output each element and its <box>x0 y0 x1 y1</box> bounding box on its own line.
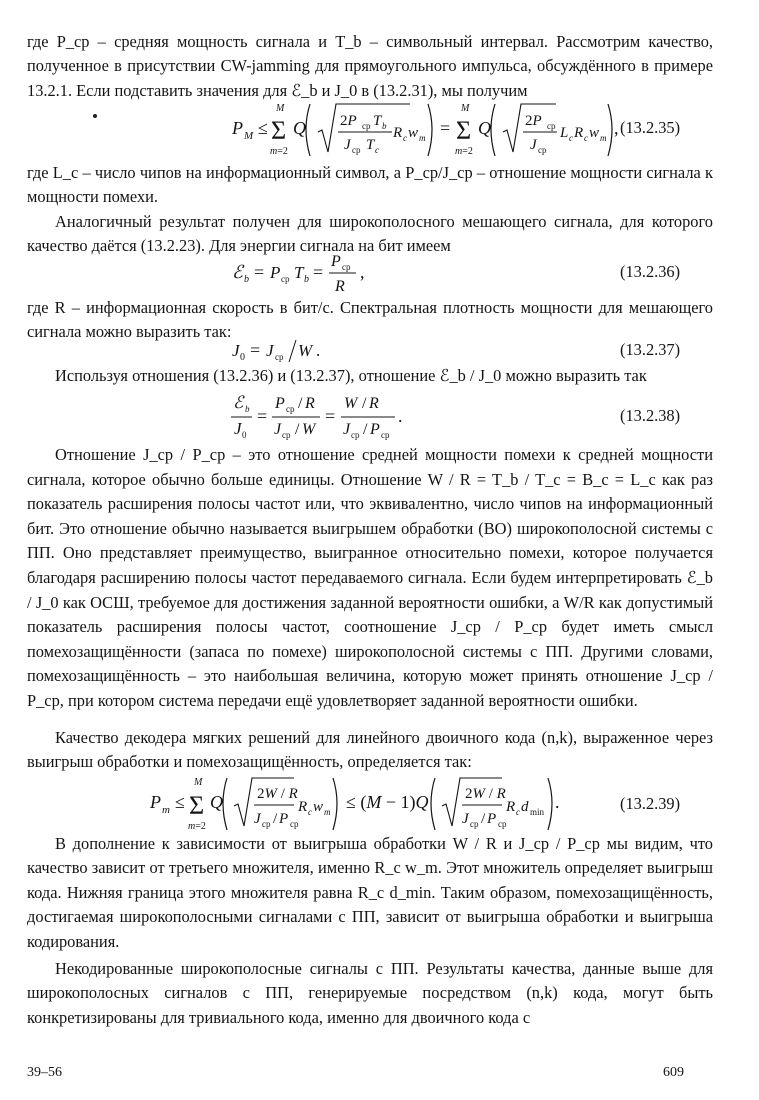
svg-text:.: . <box>555 792 560 812</box>
svg-text:c: c <box>403 133 407 143</box>
equation-13-2-36 <box>0 246 759 298</box>
svg-text:0: 0 <box>242 430 247 440</box>
paragraph-9 <box>27 957 713 1030</box>
svg-text:W: W <box>344 395 358 412</box>
svg-text:ср: ср <box>282 430 291 440</box>
svg-text:P: P <box>370 421 380 438</box>
svg-text:ср: ср <box>352 145 361 155</box>
svg-text:=: = <box>313 262 324 282</box>
svg-text:J: J <box>232 341 240 360</box>
equation-13-2-39 <box>0 770 759 836</box>
svg-text:m=2: m=2 <box>270 146 288 157</box>
svg-text:d: d <box>521 799 529 815</box>
svg-text:c: c <box>569 133 573 143</box>
svg-text:,: , <box>614 118 619 138</box>
svg-text:ср: ср <box>547 121 556 131</box>
page-number: 609 <box>663 1065 684 1080</box>
svg-text:ср: ср <box>290 819 299 829</box>
svg-text:.: . <box>316 341 321 360</box>
svg-text:=: = <box>257 406 268 426</box>
svg-text:J: J <box>344 137 351 153</box>
equation-13-2-35 <box>0 94 759 162</box>
svg-text:R: R <box>393 125 403 141</box>
svg-text:ср: ср <box>351 430 360 440</box>
svg-text:P: P <box>232 118 243 138</box>
svg-text:.: . <box>398 406 403 426</box>
svg-text:w: w <box>313 799 324 815</box>
svg-text:W: W <box>302 421 316 438</box>
svg-text:M: M <box>276 103 285 114</box>
paragraph-9-text: Некодированные широкополосные сигналы с ПП. Результаты качества, данные выше для широкополосных сигналов с ПП, генерируемые посредством (n,k) кода, могут быть конкретизированы для тривиального кода, именно для двоичного кода с <box>27 959 713 1027</box>
svg-text:≤: ≤ <box>175 792 185 812</box>
svg-text:/: / <box>362 395 367 412</box>
svg-text:0: 0 <box>240 352 245 363</box>
svg-text:ср: ср <box>381 430 390 440</box>
svg-text:ср: ср <box>538 145 547 155</box>
svg-text:b: b <box>244 274 249 285</box>
svg-text:ср: ср <box>362 121 371 131</box>
paragraph-4-text: где R – информационная скорость в бит/с. Спектральная плотность мощности для мешающего сигнала можно выразить так: <box>27 298 713 342</box>
svg-text:Q: Q <box>210 792 223 812</box>
paragraph-2-text: где L_c – число чипов на информационный символ, а P_ср/J_ср – отношение мощности сигнала к мощности помехи. <box>27 163 713 207</box>
svg-text:=: = <box>440 118 451 138</box>
paragraph-7-text: Качество декодера мягких решений для линейного двоичного кода (n,k), выраженное через выигрыш обработки и помехозащищённость, определяется так: <box>27 728 713 772</box>
svg-text:J: J <box>274 421 282 438</box>
svg-text:ℰ: ℰ <box>233 393 244 412</box>
svg-text:=: = <box>254 262 265 282</box>
svg-text:T: T <box>373 113 382 129</box>
equation-13-2-37 <box>0 338 759 366</box>
svg-text:P: P <box>150 792 161 812</box>
svg-text:,: , <box>360 262 365 282</box>
svg-text:R: R <box>335 278 345 295</box>
equation-number-36: (13.2.36) <box>620 262 681 281</box>
svg-text:M: M <box>461 103 470 114</box>
svg-text:J: J <box>462 811 469 827</box>
svg-text:R: R <box>574 125 584 141</box>
svg-text:≤: ≤ <box>258 118 268 138</box>
svg-text:J: J <box>234 419 242 438</box>
svg-text:Q: Q <box>478 118 491 138</box>
svg-text:R: R <box>369 395 379 412</box>
paragraph-6 <box>27 443 713 714</box>
paragraph-8 <box>27 832 713 954</box>
svg-text:w: w <box>589 125 600 141</box>
paragraph-5-text: Используя отношения (13.2.36) и (13.2.37), отношение ℰ_b / J_0 можно выразить так <box>55 366 647 385</box>
paragraph-1 <box>27 30 713 103</box>
equation-number-35: (13.2.35) <box>620 118 681 137</box>
svg-text:/: / <box>363 421 368 438</box>
equation-number-39: (13.2.39) <box>620 794 681 813</box>
svg-text:2W / R: 2W / R <box>465 786 506 802</box>
svg-text:ℰ: ℰ <box>232 262 243 282</box>
svg-text:R: R <box>305 395 315 412</box>
svg-text:w: w <box>408 125 419 141</box>
svg-text:W: W <box>298 341 313 360</box>
svg-text:T: T <box>294 263 304 282</box>
svg-text:b: b <box>382 121 387 131</box>
svg-text:c: c <box>308 807 312 817</box>
paragraph-6-text: Отношение J_ср / P_ср – это отношение средней мощности помехи к средней мощности сигнала, которое обычно больше единицы. Отношение W / R = T_b / T_c = B_c = L_c как раз показатель расширения полосы частот или, что эквивалентно, число чипов на информационный бит. Это отношение обычно называется выигрышем обработки (ВО) широкополосной системы с ПП. Оно представляет преимущество, выигранное относительно помехи, которое получается благодаря расширению полосы частот передаваемого сигнала. Если будем интерпретировать ℰ_b / J_0 как ОСШ, требуемое для достижения заданной вероятности ошибки, а W/R как допустимый показатель расширения полосы частот, соотношение J_ср / P_ср будет иметь смысл помехозащищённости (запаса по помехе) широкополосной системы с ПП. Другими словами, помехозащищённость – это наибольшая величина, которую может принять отношение J_ср / P_ср, при котором система передачи ещё удовлетворяет заданной вероятности ошибки. <box>27 445 713 710</box>
svg-text:/: / <box>273 811 278 827</box>
svg-text:ср: ср <box>275 352 284 362</box>
svg-text:L: L <box>560 125 569 141</box>
svg-text:Q: Q <box>293 118 306 138</box>
svg-text:P: P <box>279 811 289 827</box>
svg-text:m=2: m=2 <box>455 146 473 157</box>
svg-text:P: P <box>270 263 281 282</box>
svg-text:2P: 2P <box>525 113 542 129</box>
svg-text:ср: ср <box>281 274 290 284</box>
svg-text:b: b <box>304 274 309 285</box>
svg-text:=: = <box>250 340 261 360</box>
svg-text:min: min <box>530 807 545 817</box>
svg-text:ср: ср <box>470 819 479 829</box>
svg-text:c: c <box>516 807 520 817</box>
svg-text:J: J <box>530 137 537 153</box>
svg-text:M: M <box>194 777 203 788</box>
svg-text:Σ: Σ <box>271 116 287 145</box>
svg-text:m: m <box>324 807 331 817</box>
svg-text:c: c <box>584 133 588 143</box>
svg-text:m: m <box>162 804 170 816</box>
svg-text:=: = <box>325 406 336 426</box>
equation-13-2-38 <box>0 386 759 442</box>
svg-text:P: P <box>331 253 341 270</box>
paragraph-3-text: Аналогичный результат получен для широкополосного мешающего сигнала, для которого качество даётся (13.2.23). Для энергии сигнала на бит имеем <box>27 212 713 256</box>
svg-text:/: / <box>298 395 303 412</box>
svg-text:T: T <box>366 137 375 153</box>
svg-text:J: J <box>266 341 274 360</box>
equation-number-38: (13.2.38) <box>620 406 681 425</box>
paragraph-8-text: В дополнение к зависимости от выигрыша обработки W / R и J_ср / P_ср мы видим, что качество зависит от третьего множителя, именно R_c w_m. Этот множитель определяет выигрыш кода. Нижняя граница этого множителя равна R_c d_min. Таким образом, помехозащищённость, достигаемая широкополосными сигналами с ПП, зависит от выигрыша обработки и выигрыша кодирования. <box>27 834 713 951</box>
svg-text:≤ (M − 1)Q: ≤ (M − 1)Q <box>346 792 429 812</box>
svg-text:2P: 2P <box>340 113 357 129</box>
svg-text:P: P <box>275 395 285 412</box>
svg-text:ср: ср <box>342 262 351 272</box>
paragraph-5 <box>27 364 713 388</box>
svg-text:2W / R: 2W / R <box>257 786 298 802</box>
svg-text:b: b <box>245 404 250 414</box>
equation-number-37: (13.2.37) <box>620 340 681 359</box>
svg-text:m=2: m=2 <box>188 821 206 832</box>
svg-text:Σ: Σ <box>456 116 472 145</box>
svg-text:ср: ср <box>286 404 295 414</box>
paragraph-7 <box>27 726 713 775</box>
svg-text:R: R <box>506 799 516 815</box>
svg-text:J: J <box>254 811 261 827</box>
svg-text:R: R <box>298 799 308 815</box>
paragraph-2 <box>27 161 713 210</box>
svg-text:c: c <box>375 145 379 155</box>
svg-text:ср: ср <box>262 819 271 829</box>
svg-text:/: / <box>481 811 486 827</box>
svg-text:J: J <box>343 421 351 438</box>
svg-text:M: M <box>244 130 254 142</box>
svg-text:P: P <box>487 811 497 827</box>
svg-text:m: m <box>419 133 426 143</box>
footer-signature-mark: 39–56 <box>27 1065 62 1080</box>
svg-text:ср: ср <box>498 819 507 829</box>
svg-text:Σ: Σ <box>189 791 205 820</box>
svg-text:m: m <box>600 133 607 143</box>
paragraph-1-text: где P_ср – средняя мощность сигнала и T_b – символьный интервал. Рассмотрим качество, полученное в присутствии CW-jamming для прямоугольного импульса, обсуждённого в примере 13.2.1. Если подставить значения для ℰ_b и J_0 в (13.2.31), мы получим <box>27 32 713 100</box>
svg-text:/: / <box>295 421 300 438</box>
